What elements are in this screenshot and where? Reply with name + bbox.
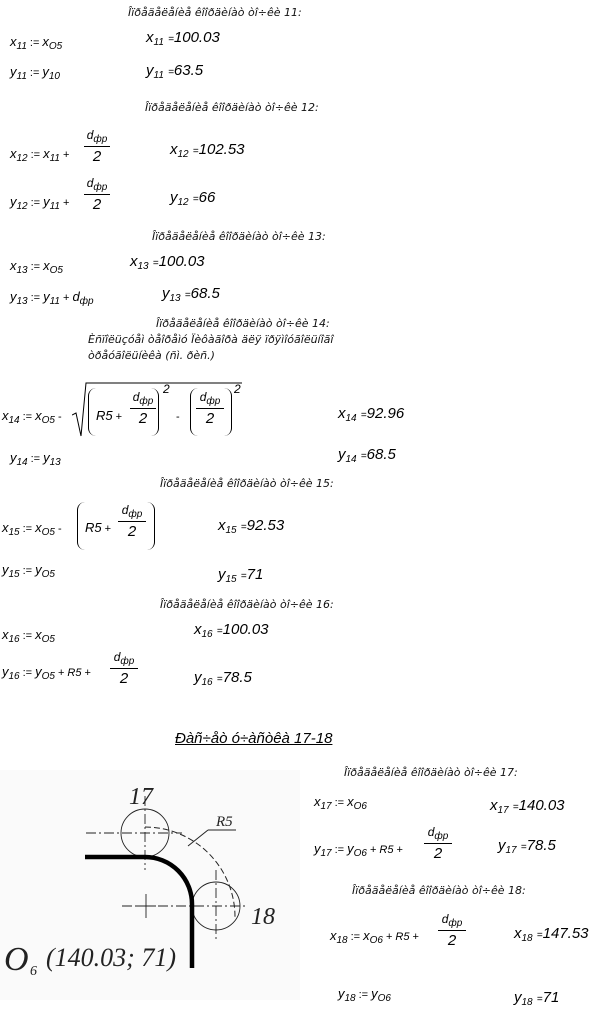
note-line-1: Èñïîëüçóåì òåîðåìó Ïèôàãîðà äëÿ ïðÿìîóãîëüíîãî [88,333,334,346]
formula-y17: $y_{17}$ := $y_{O6} + R5$ + [314,841,403,859]
header-point-16: Îïðåäåëåíèå êîîðäèíàò òî÷êè 16: [160,598,334,611]
formula-x14-lhs: $x_{14}$ := $x_{O5}$ - [2,408,62,426]
formula-x14-minus: - [176,411,180,423]
result-y18: $y_{18} =71$ [514,989,560,1008]
result-x15: $x_{15} =92.53$ [218,517,285,536]
sketch-label-r5: R5 [216,814,233,830]
power-x14-a: 2 [163,382,170,396]
formula-x17: $x_{17}$ := $x_{O6}$ [314,794,367,812]
formula-y14: $y_{14}$ := $y_{13}$ [10,450,61,468]
note-line-2: òðåóãîëüíèêà (ñì. ðèñ.) [88,349,215,362]
header-point-14: Îïðåäåëåíèå êîîðäèíàò òî÷êè 14: [156,317,330,330]
formula-x11: $x_{11}$ := $x_{O5}$ [10,34,63,52]
fraction-x14-b: $d_{фр}$ 2 [196,390,224,427]
header-point-15: Îïðåäåëåíèå êîîðäèíàò òî÷êè 15: [160,477,334,490]
sketch-fillet-diagram [0,770,300,1000]
formula-x18: $x_{18}$ := $x_{O6} + R5$ + [330,928,419,946]
power-x14-b: 2 [234,382,241,396]
sketch-label-origin: O [4,941,29,978]
result-x18: $x_{18} =147.53$ [514,925,589,944]
formula-y12: $y_{12}$ := $y_{11}$ + [10,194,70,212]
formula-x14-r5: R5 + [96,408,123,423]
formula-x12: $x_{12}$ := $x_{11}$ + [10,146,70,164]
result-x12: $x_{12} =102.53$ [170,141,245,160]
formula-x13: $x_{13}$ := $x_{O5}$ [10,258,63,276]
result-y15: $y_{15} =71$ [218,566,264,585]
result-y13: $y_{13} =68.5$ [162,285,220,304]
sketch-label-coords: (140.03; 71) [46,943,176,972]
result-y12: $y_{12} =66$ [170,189,216,208]
sketch-label-18: 18 [251,904,275,930]
fraction-x18: $d_{фр}$ 2 [438,912,466,949]
header-point-11: Îïðåäåëåíèå êîîðäèíàò òî÷êè 11: [128,6,302,19]
fraction-x14-a: $d_{фр}$ 2 [130,390,156,427]
result-x17: $x_{17} =140.03$ [490,797,565,816]
result-y14: $y_{14} =68.5$ [338,446,396,465]
formula-x16: $x_{16}$ := $x_{O5}$ [2,627,55,645]
result-x11: $x_{11} =100.03$ [146,29,220,48]
result-y17: $y_{17} =78.5$ [498,837,556,856]
header-point-18: Îïðåäåëåíèå êîîðäèíàò òî÷êè 18: [352,884,526,897]
fraction-y16: $d_{фр}$ 2 [110,650,138,687]
result-y11: $y_{11} =63.5$ [146,62,204,81]
result-x14: $x_{14} =92.96$ [338,405,405,424]
formula-y15: $y_{15}$ := $y_{O5}$ [2,562,55,580]
result-x13: $x_{13} =100.03$ [130,253,205,272]
formula-x15: $x_{15}$ := $x_{O5}$ - [2,520,62,538]
formula-y18: $y_{18}$ := $y_{O6}$ [338,986,391,1004]
result-x16: $x_{16} =100.03$ [194,621,269,640]
section-title: Ðàñ÷åò ó÷àñòêà 17-18 [175,730,333,747]
fraction-y12: $d_{фр}$ 2 [84,176,110,213]
fraction-x15: $d_{фр}$ 2 [118,503,146,540]
fraction-x12: $d_{фр}$ 2 [84,128,110,165]
result-y16: $y_{16} =78.5$ [194,669,252,688]
formula-y13: $y_{13}$ := $y_{11} + d_{фр}$ [10,289,94,307]
fraction-y17: $d_{фр}$ 2 [424,825,452,862]
formula-y16: $y_{16}$ := $y_{O5} + R5$ + [2,664,91,682]
sketch-label-origin-sub: 6 [30,964,37,979]
header-point-12: Îïðåäåëåíèå êîîðäèíàò òî÷êè 12: [145,101,319,114]
sketch-label-17: 17 [129,784,153,810]
formula-x15-r5: R5 + [85,520,112,535]
header-point-13: Îïðåäåëåíèå êîîðäèíàò òî÷êè 13: [152,230,326,243]
formula-y11: $y_{11}$ := $y_{10}$ [10,64,60,82]
header-point-17: Îïðåäåëåíèå êîîðäèíàò òî÷êè 17: [344,766,518,779]
